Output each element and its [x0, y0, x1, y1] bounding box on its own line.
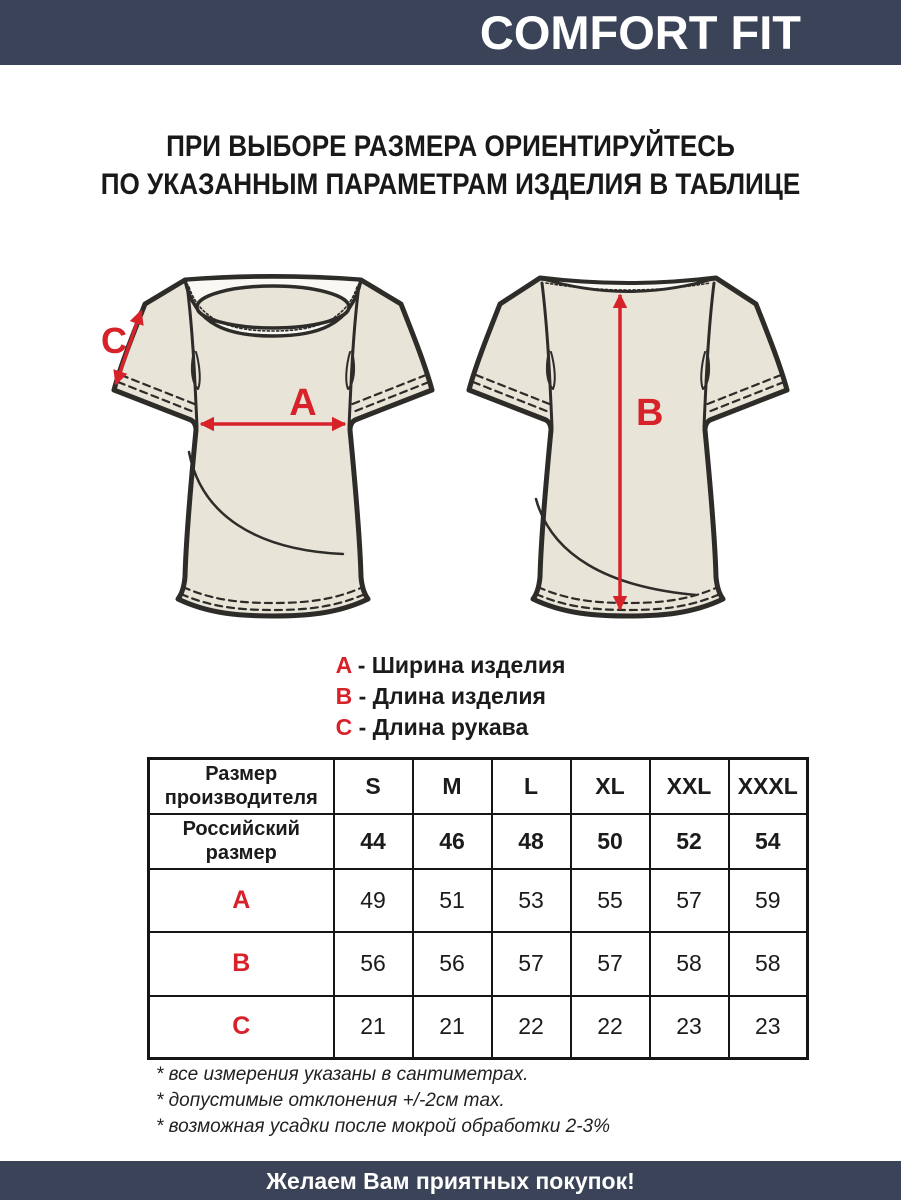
value-cell: 52 [650, 814, 729, 869]
heading-line-2: ПО УКАЗАННЫМ ПАРАМЕТРАМ ИЗДЕЛИЯ В ТАБЛИЦЕ [100, 168, 801, 201]
value-cell: 48 [492, 814, 571, 869]
size-header: XXXL [729, 759, 808, 814]
measurement-legend [336, 650, 566, 743]
length-label-b: B [635, 392, 663, 434]
table-header-row [149, 759, 808, 814]
value-cell: 57 [650, 869, 729, 932]
value-cell: 22 [492, 996, 571, 1059]
legend-item-a: A - Ширина изделия [335, 652, 566, 678]
value-cell: 46 [413, 814, 492, 869]
tshirt-back-diagram [456, 247, 801, 632]
size-header: M [413, 759, 492, 814]
value-cell: 55 [571, 869, 650, 932]
brand-title: COMFORT FIT [479, 6, 801, 59]
value-cell: 56 [334, 932, 413, 996]
footnote: * допустимые отклонения +/-2см max. [156, 1090, 505, 1111]
bottom-banner-text: Желаем Вам приятных покупок! [266, 1168, 635, 1194]
value-cell: 57 [492, 932, 571, 996]
footnote: * возможная усадки после мокрой обработки 2-3% [156, 1116, 610, 1137]
bottom-banner [0, 1161, 901, 1200]
value-cell: 22 [571, 996, 650, 1059]
row-label-cell: A [149, 869, 334, 932]
row-label-cell: Российский размер [149, 814, 334, 869]
value-cell: 54 [729, 814, 808, 869]
size-table [147, 757, 809, 1060]
row-label-cell: C [149, 996, 334, 1059]
value-cell: 21 [334, 996, 413, 1059]
table-row-russian-size [149, 814, 808, 869]
value-cell: 21 [413, 996, 492, 1059]
table-row-c [149, 996, 808, 1059]
shirt-back-body [469, 278, 787, 616]
value-cell: 57 [571, 932, 650, 996]
table-row-b [149, 932, 808, 996]
value-cell: 58 [729, 932, 808, 996]
value-cell: 23 [729, 996, 808, 1059]
value-cell: 56 [413, 932, 492, 996]
footnote: * все измерения указаны в сантиметрах. [156, 1064, 529, 1085]
legend-item-b: B - Длина изделия [335, 683, 546, 709]
value-cell: 53 [492, 869, 571, 932]
col0-header: Размер производителя [149, 759, 334, 814]
value-cell: 50 [571, 814, 650, 869]
footnotes [156, 1062, 610, 1140]
size-header: XXL [650, 759, 729, 814]
tshirt-front-diagram [101, 247, 446, 632]
value-cell: 58 [650, 932, 729, 996]
page-title [59, 128, 843, 204]
size-header: L [492, 759, 571, 814]
heading-line-1: ПРИ ВЫБОРЕ РАЗМЕРА ОРИЕНТИРУЙТЕСЬ [166, 130, 735, 163]
value-cell: 49 [334, 869, 413, 932]
row-label-cell: B [149, 932, 334, 996]
legend-wrap [0, 650, 901, 743]
size-header: XL [571, 759, 650, 814]
measurement-diagrams [0, 247, 901, 632]
value-cell: 51 [413, 869, 492, 932]
width-label-a: A [288, 382, 317, 424]
value-cell: 59 [729, 869, 808, 932]
value-cell: 44 [334, 814, 413, 869]
value-cell: 23 [650, 996, 729, 1059]
table-row-a [149, 869, 808, 932]
legend-item-c: C - Длина рукава [335, 714, 529, 740]
top-banner [0, 0, 901, 65]
size-header: S [334, 759, 413, 814]
sleeve-label-c: C [100, 320, 127, 361]
